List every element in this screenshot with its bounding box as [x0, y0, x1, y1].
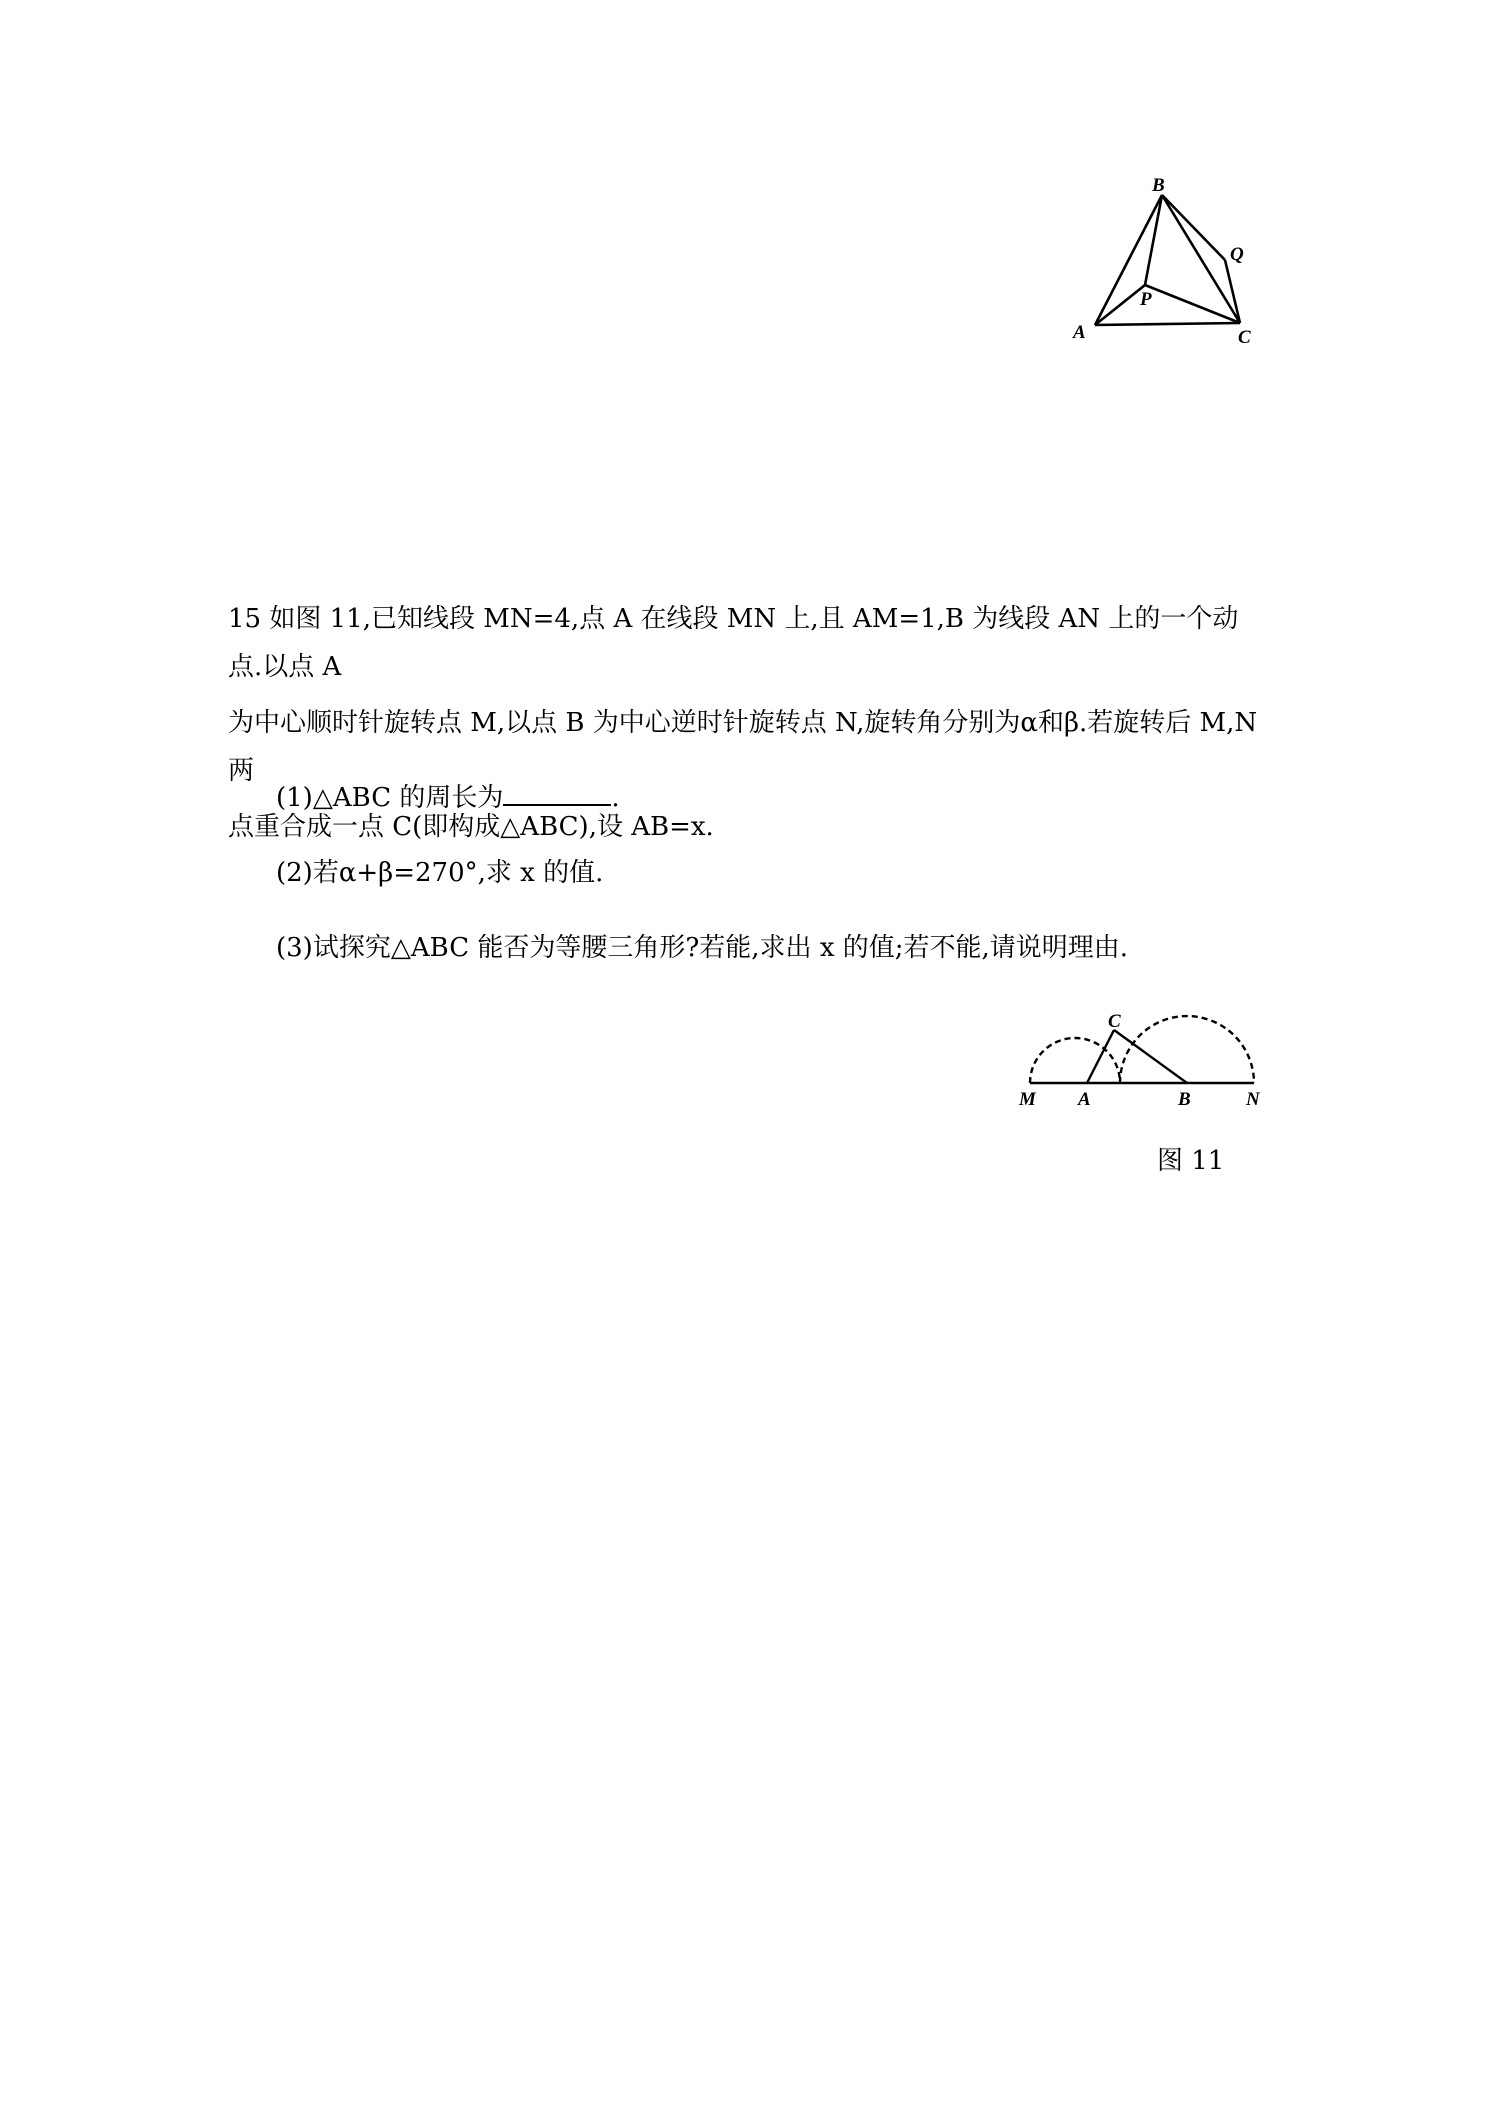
figure-caption: 图 11	[1157, 1146, 1225, 1176]
problem-line-2: 为中心顺时针旋转点 M,以点 B 为中心逆时针旋转点 N,旋转角分别为α和β.若旋转后 M,N 两	[228, 708, 1258, 786]
question-2: (2)若α+β=270°,求 x 的值.	[276, 858, 604, 888]
label-m: M	[1019, 1089, 1036, 1110]
figure-11	[1010, 1000, 1280, 1110]
question-1-end: .	[611, 783, 620, 813]
label-p: P	[1140, 289, 1152, 310]
segment-ab	[1095, 195, 1162, 325]
label-n: N	[1246, 1089, 1260, 1110]
label-b: B	[1178, 1089, 1191, 1110]
segment-pc	[1145, 285, 1240, 323]
problem-line-3: 点重合成一点 C(即构成△ABC),设 AB=x.	[228, 812, 714, 842]
question-3: (3)试探究△ABC 能否为等腰三角形?若能,求出 x 的值;若不能,请说明理由.	[276, 933, 1129, 963]
label-q: Q	[1230, 244, 1244, 265]
segment-bq	[1162, 195, 1225, 260]
segment-bp	[1145, 195, 1162, 285]
label-a: A	[1073, 322, 1086, 343]
figure-triangle-pq	[1070, 175, 1280, 355]
segment-qc	[1225, 260, 1240, 323]
label-c: C	[1238, 327, 1251, 348]
problem-line-1: 15 如图 11,已知线段 MN=4,点 A 在线段 MN 上,且 AM=1,B 为线段 AN 上的一个动点.以点 A	[228, 604, 1239, 682]
segment-ap	[1095, 285, 1145, 325]
segment-ac	[1095, 323, 1240, 325]
label-b: B	[1152, 175, 1165, 196]
segment-bc	[1162, 195, 1240, 323]
segment-cb	[1114, 1030, 1187, 1083]
answer-blank[interactable]	[503, 782, 611, 806]
label-a: A	[1078, 1089, 1091, 1110]
question-1	[276, 778, 620, 818]
label-c: C	[1108, 1011, 1121, 1032]
question-1-text: (1)△ABC 的周长为	[276, 783, 504, 813]
